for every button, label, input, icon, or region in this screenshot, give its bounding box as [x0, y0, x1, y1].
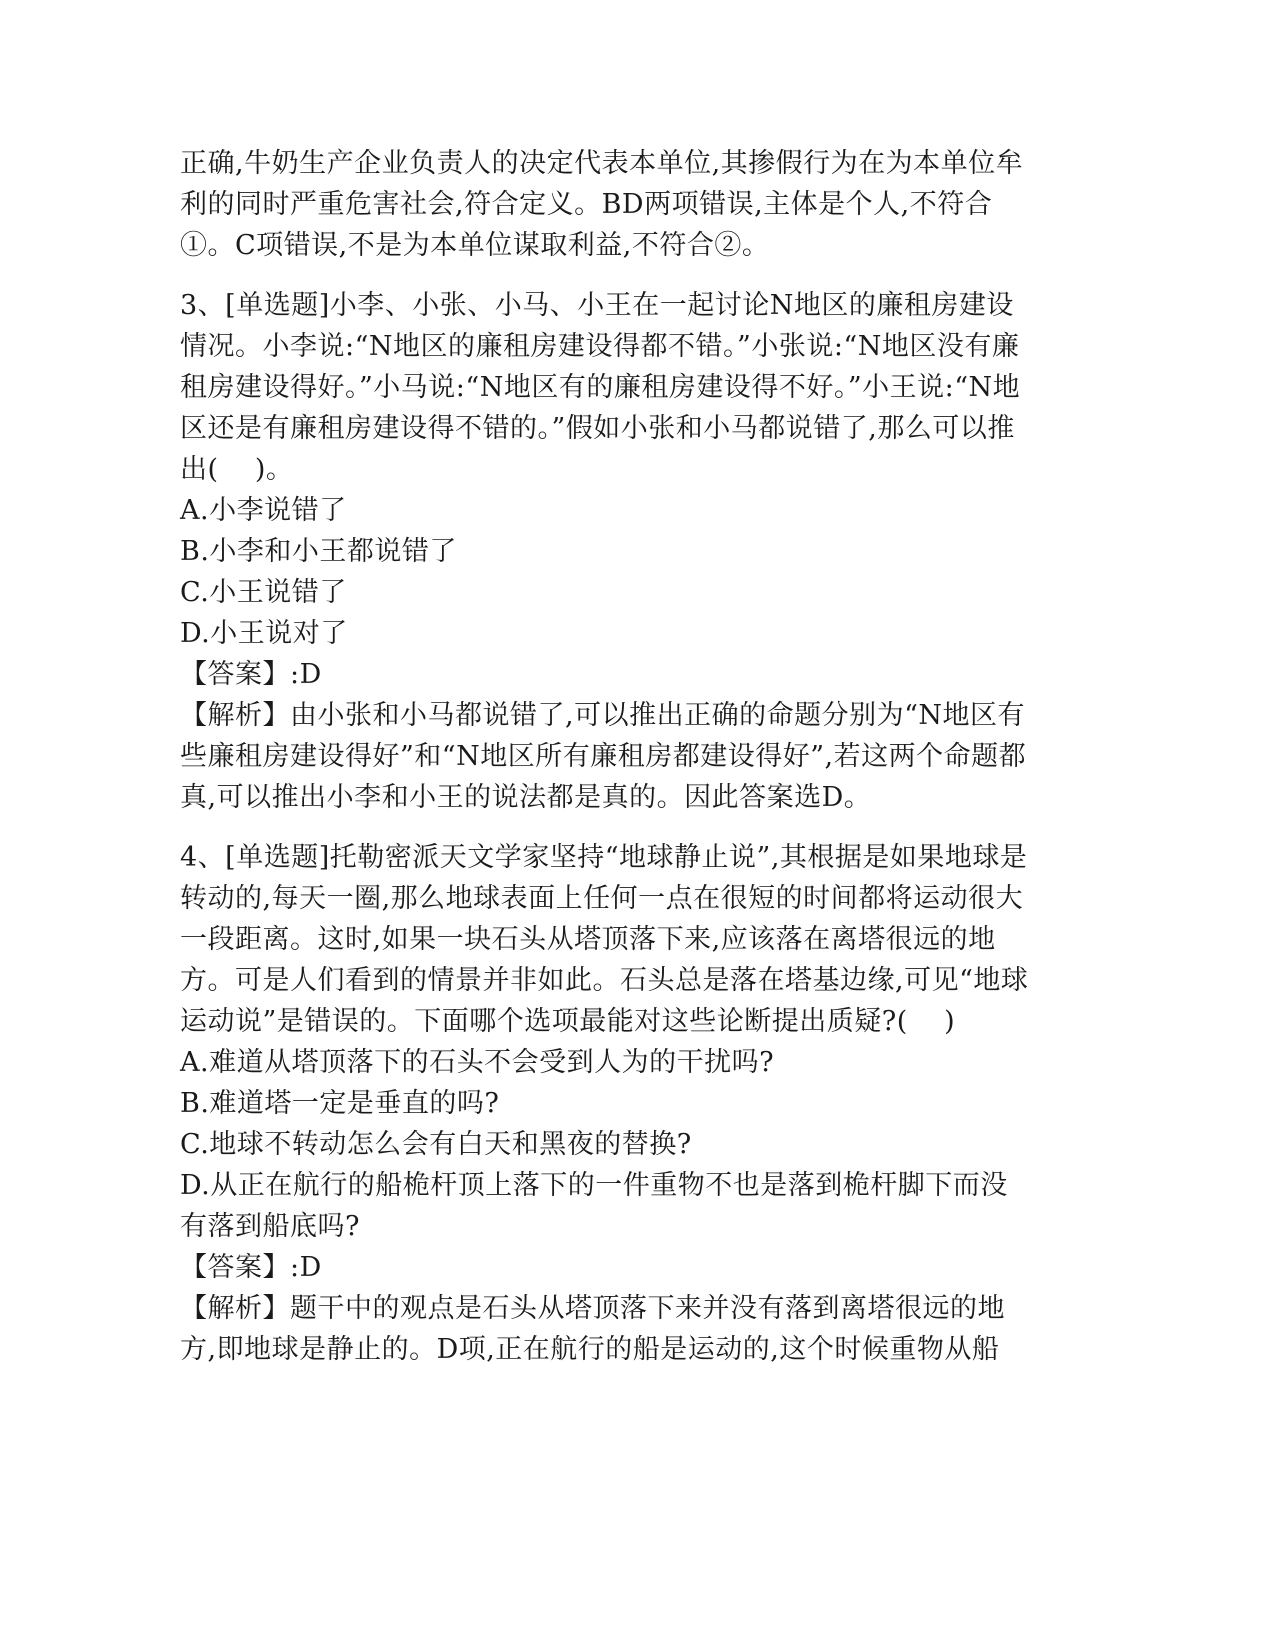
question-3	[180, 285, 1030, 818]
question-4-option-d: D.从正在航行的船桅杆顶上落下的一件重物不也是落到桅杆脚下而没有落到船底吗?	[180, 1170, 1008, 1242]
question-3-analysis: 【解析】由小张和小马都说错了,可以推出正确的命题分别为“N地区有些廉租房建设得好”和“N地区所有廉租房都建设得好”,若这两个命题都真,可以推出小李和小王的说法都是真的。因此答案选D。	[180, 700, 1027, 813]
question-3-option-b: B.小李和小王都说错了	[180, 536, 457, 567]
question-4-option-c: C.地球不转动怎么会有白天和黑夜的替换?	[180, 1129, 692, 1160]
question-4-option-a: A.难道从塔顶落下的石头不会受到人为的干扰吗?	[180, 1047, 775, 1078]
question-3-option-d: D.小王说对了	[180, 618, 348, 649]
document-page	[180, 143, 1030, 1370]
question-3-option-a: A.小李说错了	[180, 495, 347, 526]
question-3-option-c: C.小王说错了	[180, 577, 347, 608]
previous-analysis-continuation: 正确,牛奶生产企业负责人的决定代表本单位,其掺假行为在为本单位牟利的同时严重危害社会,符合定义。BD两项错误,主体是个人,不符合①。C项错误,不是为本单位谋取利益,不符合②。	[180, 148, 1024, 261]
question-4-answer: 【答案】:D	[180, 1252, 322, 1283]
question-4	[180, 837, 1030, 1370]
question-3-answer: 【答案】:D	[180, 659, 322, 690]
question-4-stem: 4、[单选题]托勒密派天文学家坚持“地球静止说”,其根据是如果地球是转动的,每天一圈,那么地球表面上任何一点在很短的时间都将运动很大一段距离。这时,如果一块石头从塔顶落下来,应该落在离塔很远的地方。可是人们看到的情景并非如此。石头总是落在塔基边缘,可见“地球运动说”是错误的。下面哪个选项最能对这些论断提出质疑?( )	[180, 842, 1029, 1037]
question-4-analysis: 【解析】题干中的观点是石头从塔顶落下来并没有落到离塔很远的地方,即地球是静止的。D项,正在航行的船是运动的,这个时候重物从船	[180, 1293, 1005, 1365]
spacer	[180, 818, 1030, 837]
question-4-option-b: B.难道塔一定是垂直的吗?	[180, 1088, 500, 1119]
question-3-stem: 3、[单选题]小李、小张、小马、小王在一起讨论N地区的廉租房建设情况。小李说:“N地区的廉租房建设得都不错。”小张说:“N地区没有廉租房建设得好。”小马说:“N地区有的廉租房建设得不好。”小王说:“N地区还是有廉租房建设得不错的。”假如小张和小马都说错了,那么可以推出( )。	[180, 290, 1021, 485]
spacer	[180, 266, 1030, 285]
